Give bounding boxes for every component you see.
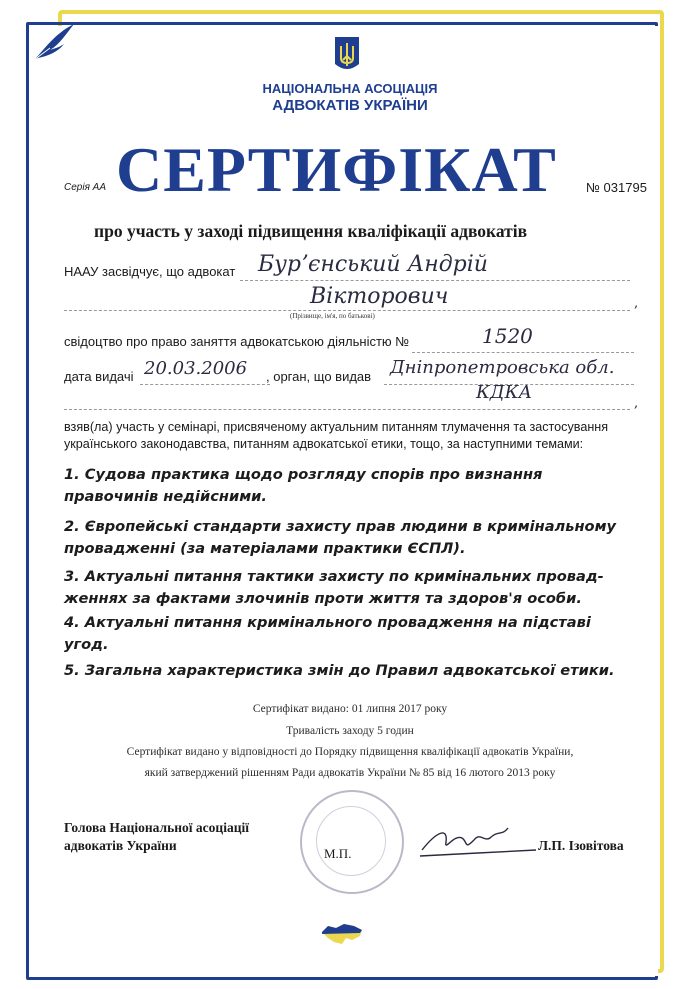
- issued-date-text: Сертифікат видано: 01 липня 2017 року: [252, 703, 448, 715]
- org-name-line1: НАЦІОНАЛЬНА АСОЦІАЦІЯ: [262, 81, 438, 96]
- basis-text-1: Сертифікат видано у відповідності до Порядку підвищення кваліфікації адвокатів України,: [126, 746, 574, 758]
- license-number: 1520: [482, 324, 533, 348]
- signature: [418, 820, 538, 864]
- head-title-line2: адвокатів України: [64, 838, 177, 853]
- handwritten-name-1: Бурʼєнський Андрій: [258, 252, 488, 277]
- topic-1: 1. Судова практика щодо розгляду спорів про визнання правочинів недійсними.: [64, 466, 543, 505]
- certificate-number: № 031795: [586, 180, 647, 195]
- comma-2: ,: [634, 396, 639, 411]
- head-title-line1: Голова Національної асоціації: [64, 820, 249, 835]
- license-line: [412, 352, 634, 353]
- issue-date-label: дата видачі: [64, 369, 134, 384]
- trident-emblem-icon: [334, 36, 360, 74]
- issue-date-line: [140, 384, 270, 385]
- certificate-title: СЕРТИФІКАТ: [116, 134, 557, 205]
- topic-2: 2. Європейські стандарти захисту прав людини в кримінальному провадженні (за матеріалами практики ЄСПЛ).: [64, 518, 617, 557]
- issuer-handwritten-1: Дніпропетровська обл.: [390, 357, 615, 378]
- topic-5: 5. Загальна характеристика змін до Правил адвокатської етики.: [64, 662, 615, 679]
- ukraine-map-icon: [320, 922, 364, 948]
- quill-icon: [30, 20, 78, 64]
- issuer-line-2: [64, 409, 630, 410]
- license-label: свідоцтво про право заняття адвокатською діяльністю №: [64, 334, 410, 349]
- basis-text-2: який затверджений рішенням Ради адвокатів України № 85 від 16 лютого 2013 року: [144, 767, 556, 779]
- topic-4: 4. Актуальні питання кримінального провадження на підставі угод.: [64, 614, 591, 653]
- topic-3: 3. Актуальні питання тактики захисту по кримінальних провад-женнях за фактами злочинів проти життя та здоров'я особи.: [64, 568, 604, 607]
- comma-1: ,: [634, 296, 639, 311]
- org-name-line2: АДВОКАТІВ УКРАЇНИ: [272, 97, 428, 114]
- handwritten-name-2: Вікторович: [310, 284, 449, 309]
- stamp-label: М.П.: [324, 846, 352, 861]
- name-line-2: [64, 310, 630, 311]
- participation-text: взяв(ла) участь у семінарі, присвяченому актуальним питанням тлумачення та застосування українського законодавства, питанням адвокатської етики, тощо, за наступними темами:: [64, 420, 609, 451]
- name-line-1: [240, 280, 630, 281]
- stamp-inner-ring: [316, 806, 386, 876]
- signer-name: Л.П. Ізовітова: [538, 838, 624, 853]
- issuer-label: , орган, що видав: [266, 369, 372, 384]
- series-label: Серія АА: [64, 182, 107, 193]
- duration-text: Тривалість заходу 5 годин: [286, 725, 414, 737]
- issue-date: 20.03.2006: [144, 358, 248, 379]
- issuer-handwritten-2: КДКА: [476, 382, 533, 403]
- name-caption: (Прізвище, ім'я, по батькові): [290, 312, 375, 320]
- certificate-subtitle: про участь у заході підвищення кваліфікації адвокатів: [94, 221, 528, 241]
- certifies-text: НААУ засвідчує, що адвокат: [64, 264, 236, 279]
